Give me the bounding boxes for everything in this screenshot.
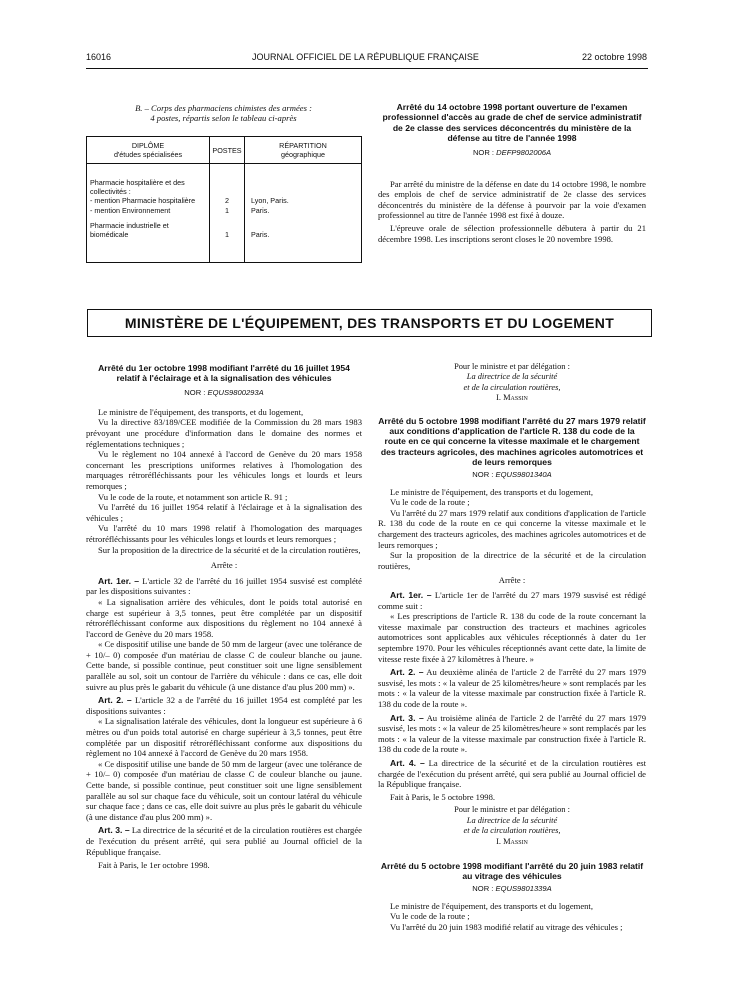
article-text: L'article 32 de l'arrêté du 16 juillet 1954 susvisé est complété par les dispositions suivantes :: [86, 575, 362, 597]
right-column: [378, 362, 646, 933]
paragraph: « Ce dispositif utilise une bande de 50 mm de largeur (avec une tolérance de + 10/– 0) composée d'un matériau de classe C de couleur blanche ou jaune. Cette bande, si possible continue, peut constituer soit une ligne sensiblement parallèle au sol, soit un contour de l'arrière du véhicule : dans ce cas, elle doit suivre au plus près le gabarit du véhicule (à une distance d'au plus 200 mm) ».: [86, 639, 362, 692]
nor-reference: [378, 470, 646, 479]
paragraph: « Les prescriptions de l'article R. 138 du code de la route concernant la vitesse maximale par construction des tracteurs et machines agricoles automotrices sont applicables aux véhicules réceptionnés à dater du 1er septembre 1970. Pour les véhicules réceptionnés avant cette date, la limite de vitesse reste fixée à 27 kilomètres à l'heure. »: [378, 611, 646, 664]
table-value: Lyon, Paris.: [251, 196, 289, 205]
article-3: [378, 713, 646, 755]
paragraph: Vu l'arrêté du 16 juillet 1954 relatif à l'éclairage et à la signalisation des véhicules ;: [86, 502, 362, 523]
paragraph: Vu le code de la route ;: [390, 911, 470, 922]
paragraph: Vu la directive 83/189/CEE modifiée de la Commission du 28 mars 1983 prévoyant une procédure d'information dans le domaine des normes et réglementations techniques ;: [86, 417, 362, 449]
table-cell-repartition: [245, 164, 362, 263]
article-title: Arrêté du 5 octobre 1998 modifiant l'arrêté du 20 juin 1983 relatif au vitrage des véhicules: [380, 860, 644, 882]
signature-line: Pour le ministre et par délégation :: [454, 805, 570, 815]
done-at: Fait à Paris, le 1er octobre 1998.: [98, 860, 210, 871]
article-text: La directrice de la sécurité et de la circulation routières est chargée de l'exécution du présent arrêté, qui sera publié au Journal officiel de la République française.: [378, 757, 646, 790]
column-header-diplome: DIPLÔME: [131, 141, 165, 150]
paragraph: Le ministre de l'équipement, des transports, et du logement,: [98, 406, 304, 417]
paragraph: « Ce dispositif utilise une bande de 50 mm de largeur (avec une tolérance de + 10/– 0) composée d'un matériau de classe C de couleur blanche ou jaune. Cette bande, si possible continue, peut constituer soit une ligne sensiblement parallèle au sol sur chaque face du véhicule, soit un contour latéral du véhicule sur chaque face ; dans ce cas, elle doit suivre au plus près le gabarit du véhicule (à une distance d'au plus 200 mm) ».: [86, 758, 362, 822]
article-text: Au deuxième alinéa de l'article 2 de l'arrêté du 27 mars 1979 susvisé, les mots : « la valeur de 25 kilomètres/heure » sont remplacés par les mots : « la valeur de la vitesse maximale par construction fixée à l'article R. 138 du code de la route ».: [378, 667, 646, 709]
table-value: 2: [225, 196, 229, 205]
done-at: Fait à Paris, le 5 octobre 1998.: [390, 791, 496, 802]
left-column: [86, 363, 362, 871]
article-label: Art. 3. –: [98, 825, 130, 836]
paragraph: Vu le règlement no 104 annexé à l'accord de Genève du 20 mars 1958 concernant les prescriptions uniformes relatives à l'homologation des marquages rétroréfléchissants pour les véhicules longs et lourds et leurs remorques ;: [86, 449, 362, 491]
article-text: La directrice de la sécurité et de la circulation routières est chargée de l'exécution du présent arrêté, qui sera publié au Journal officiel de la République française.: [86, 825, 362, 857]
signature-line: et de la circulation routières,: [463, 826, 561, 836]
article-text: L'article 1er de l'arrêté du 27 mars 1979 susvisé est rédigé comme suit :: [378, 590, 646, 611]
paragraph: « La signalisation latérale des véhicules, dont la longueur est supérieure à 6 mètres ou d'un poids total autorisé en charge supérieur à 3,5 tonnes, peut être complétée par un dispositif rétroréfléchissant conforme aux dispositions du règlement no 104 annexé à l'accord de Genève du 20 mars 1958.: [86, 716, 362, 759]
nor-label: NOR :: [472, 147, 495, 157]
article-title: Arrêté du 1er octobre 1998 modifiant l'arrêté du 16 juillet 1954 relatif à l'éclairage et à la signalisation des véhicules: [98, 363, 350, 384]
paragraph: Vu le code de la route, et notamment son article R. 91 ;: [98, 491, 288, 502]
article-2: [378, 667, 646, 709]
paragraph: Le ministre de l'équipement, des transports et du logement,: [390, 486, 593, 497]
nor-code: EQUS9801339A: [495, 883, 552, 893]
journal-title: JOURNAL OFFICIEL DE LA RÉPUBLIQUE FRANÇAISE: [252, 52, 479, 62]
pharmacists-section: [86, 103, 361, 124]
nor-reference: [378, 884, 646, 893]
signature-line: et de la circulation routières,: [463, 382, 561, 392]
article-label: Art. 4. –: [390, 757, 425, 768]
paragraph: Vu le code de la route ;: [390, 497, 470, 508]
nor-label: NOR :: [184, 387, 206, 397]
section-heading: B. – Corps des pharmaciens chimistes des armées :: [135, 103, 312, 113]
column-header: [245, 137, 362, 164]
column-header-postes: POSTES: [210, 137, 245, 164]
table-value: 1: [225, 206, 229, 215]
table-value: Paris.: [251, 230, 270, 239]
nor-code: EQUS9800293A: [207, 387, 264, 397]
article-1: [378, 590, 646, 611]
signature-line: La directrice de la sécurité: [466, 372, 558, 382]
table-row-label: - mention Pharmacie hospitalière: [90, 196, 196, 205]
section-subheading: 4 postes, répartis selon le tableau ci-après: [150, 113, 297, 124]
table-cell-diplomes: [87, 164, 210, 263]
paragraph: Sur la proposition de la directrice de la sécurité et de la circulation routières,: [98, 544, 361, 555]
nor-code: DEFP9802006A: [496, 147, 552, 157]
defense-article: [378, 102, 646, 244]
article-text: L'article 32 a de l'arrêté du 16 juillet 1954 est complété par les dispositions suivantes :: [86, 695, 362, 716]
paragraph: Vu l'arrêté du 27 mars 1979 relatif aux conditions d'application de l'article R. 138 du code de la route en ce qui concerne la vitesse maximale et le chargement des tracteurs agricoles, des machines agricoles automotrices et de leurs remorques ;: [378, 507, 646, 550]
table-row-label: Pharmacie hospitalière et des collectivités :: [90, 178, 185, 196]
column-header-diplome-sub: d'études spécialisées: [113, 150, 183, 159]
article-label: Art. 2. –: [98, 695, 132, 706]
signature-line: La directrice de la sécurité: [466, 815, 558, 825]
article-label: Art. 1er. –: [98, 575, 140, 586]
article-title: Arrêté du 14 octobre 1998 portant ouverture de l'examen professionnel d'accès au grade de chef de service administratif de 2e classe des services déconcentrés du ministère de la défense au titre de l'année 1998: [382, 102, 642, 144]
signature-line: Pour le ministre et par délégation :: [454, 362, 570, 371]
table-header-row: [87, 137, 362, 164]
paragraph: Vu l'arrêté du 20 juin 1983 modifié relatif au vitrage des véhicules ;: [390, 921, 623, 932]
table-row-label: Pharmacie industrielle et biomédicale: [90, 221, 169, 239]
article-label: Art. 2. –: [390, 667, 424, 678]
paragraph: Vu l'arrêté du 10 mars 1998 relatif à l'homologation des marquages rétroréfléchissants pour les véhicules longs et lourds et leurs remorques ;: [86, 523, 362, 544]
paragraph: Le ministre de l'équipement, des transports et du logement,: [390, 900, 593, 911]
article-text: Au troisième alinéa de l'article 2 de l'arrêté du 27 mars 1979 susvisé, les mots : « la valeur de 25 kilomètres/heure » sont remplacés par les mots : « la valeur de la vitesse maximale par construction fixée à l'article R. 138 du code de la route ».: [378, 712, 646, 755]
nor-label: NOR :: [472, 883, 494, 893]
paragraph: Par arrêté du ministre de la défense en date du 14 octobre 1998, le nombre des emplois de chef de service administratif de 2e classe des services déconcentrés du ministère de la défense à pourvoir par la voie d'examen professionnel au titre de l'année 1998 est fixé à douze.: [378, 178, 646, 221]
table-row-label: - mention Environnement: [90, 206, 171, 215]
nor-code: EQUS9801340A: [495, 469, 552, 479]
paragraph: « La signalisation arrière des véhicules, dont le poids total autorisé en charge est supérieur à 3,5 tonnes, peut être complétée par un dispositif rétroréfléchissant conforme aux dispositions du règlement no 104 annexé à l'accord de Genève du 20 mars 1958.: [86, 596, 362, 639]
table-value: 1: [225, 230, 229, 239]
article-label: Art. 3. –: [390, 712, 424, 723]
nor-label: NOR :: [472, 469, 494, 479]
signatory-name: I. Massin: [496, 836, 528, 846]
article-label: Art. 1er. –: [390, 590, 432, 600]
signatory-name: I. Massin: [496, 393, 528, 403]
article-4: [378, 758, 646, 790]
header-rule: [86, 68, 648, 69]
postes-table: [86, 136, 362, 263]
page-number: 16016: [86, 52, 112, 62]
column-header: [87, 137, 210, 164]
table-cell-postes: [210, 164, 245, 263]
ministry-banner: MINISTÈRE DE L'ÉQUIPEMENT, DES TRANSPORTS ET DU LOGEMENT: [87, 309, 652, 337]
column-header-repartition: RÉPARTITION: [279, 141, 327, 150]
table-value: Paris.: [251, 206, 270, 215]
nor-reference: [86, 388, 362, 397]
article-1: [86, 576, 362, 597]
article-title: Arrêté du 5 octobre 1998 modifiant l'arrêté du 27 mars 1979 relatif aux conditions d'application de l'article R. 138 du code de la route en ce qui concerne la vitesse maximale et le chargement des tracteurs agricoles, des machines agricoles automotrices et de leurs remorques: [378, 415, 646, 468]
column-header-repartition-sub: géographique: [281, 150, 325, 159]
article-3: [86, 825, 362, 857]
paragraph: Sur la proposition de la directrice de la sécurité et de la circulation routières,: [378, 550, 646, 571]
article-2: [86, 695, 362, 716]
issue-date: 22 octobre 1998: [581, 52, 647, 62]
arrete-heading: Arrête :: [210, 560, 238, 571]
paragraph: L'épreuve orale de sélection professionnelle débutera à partir du 21 décembre 1998. Les inscriptions seront closes le 20 novembre 1998.: [378, 223, 646, 244]
arrete-heading: Arrête :: [498, 575, 526, 586]
table-body-row: [87, 164, 362, 263]
nor-reference: [378, 148, 646, 157]
